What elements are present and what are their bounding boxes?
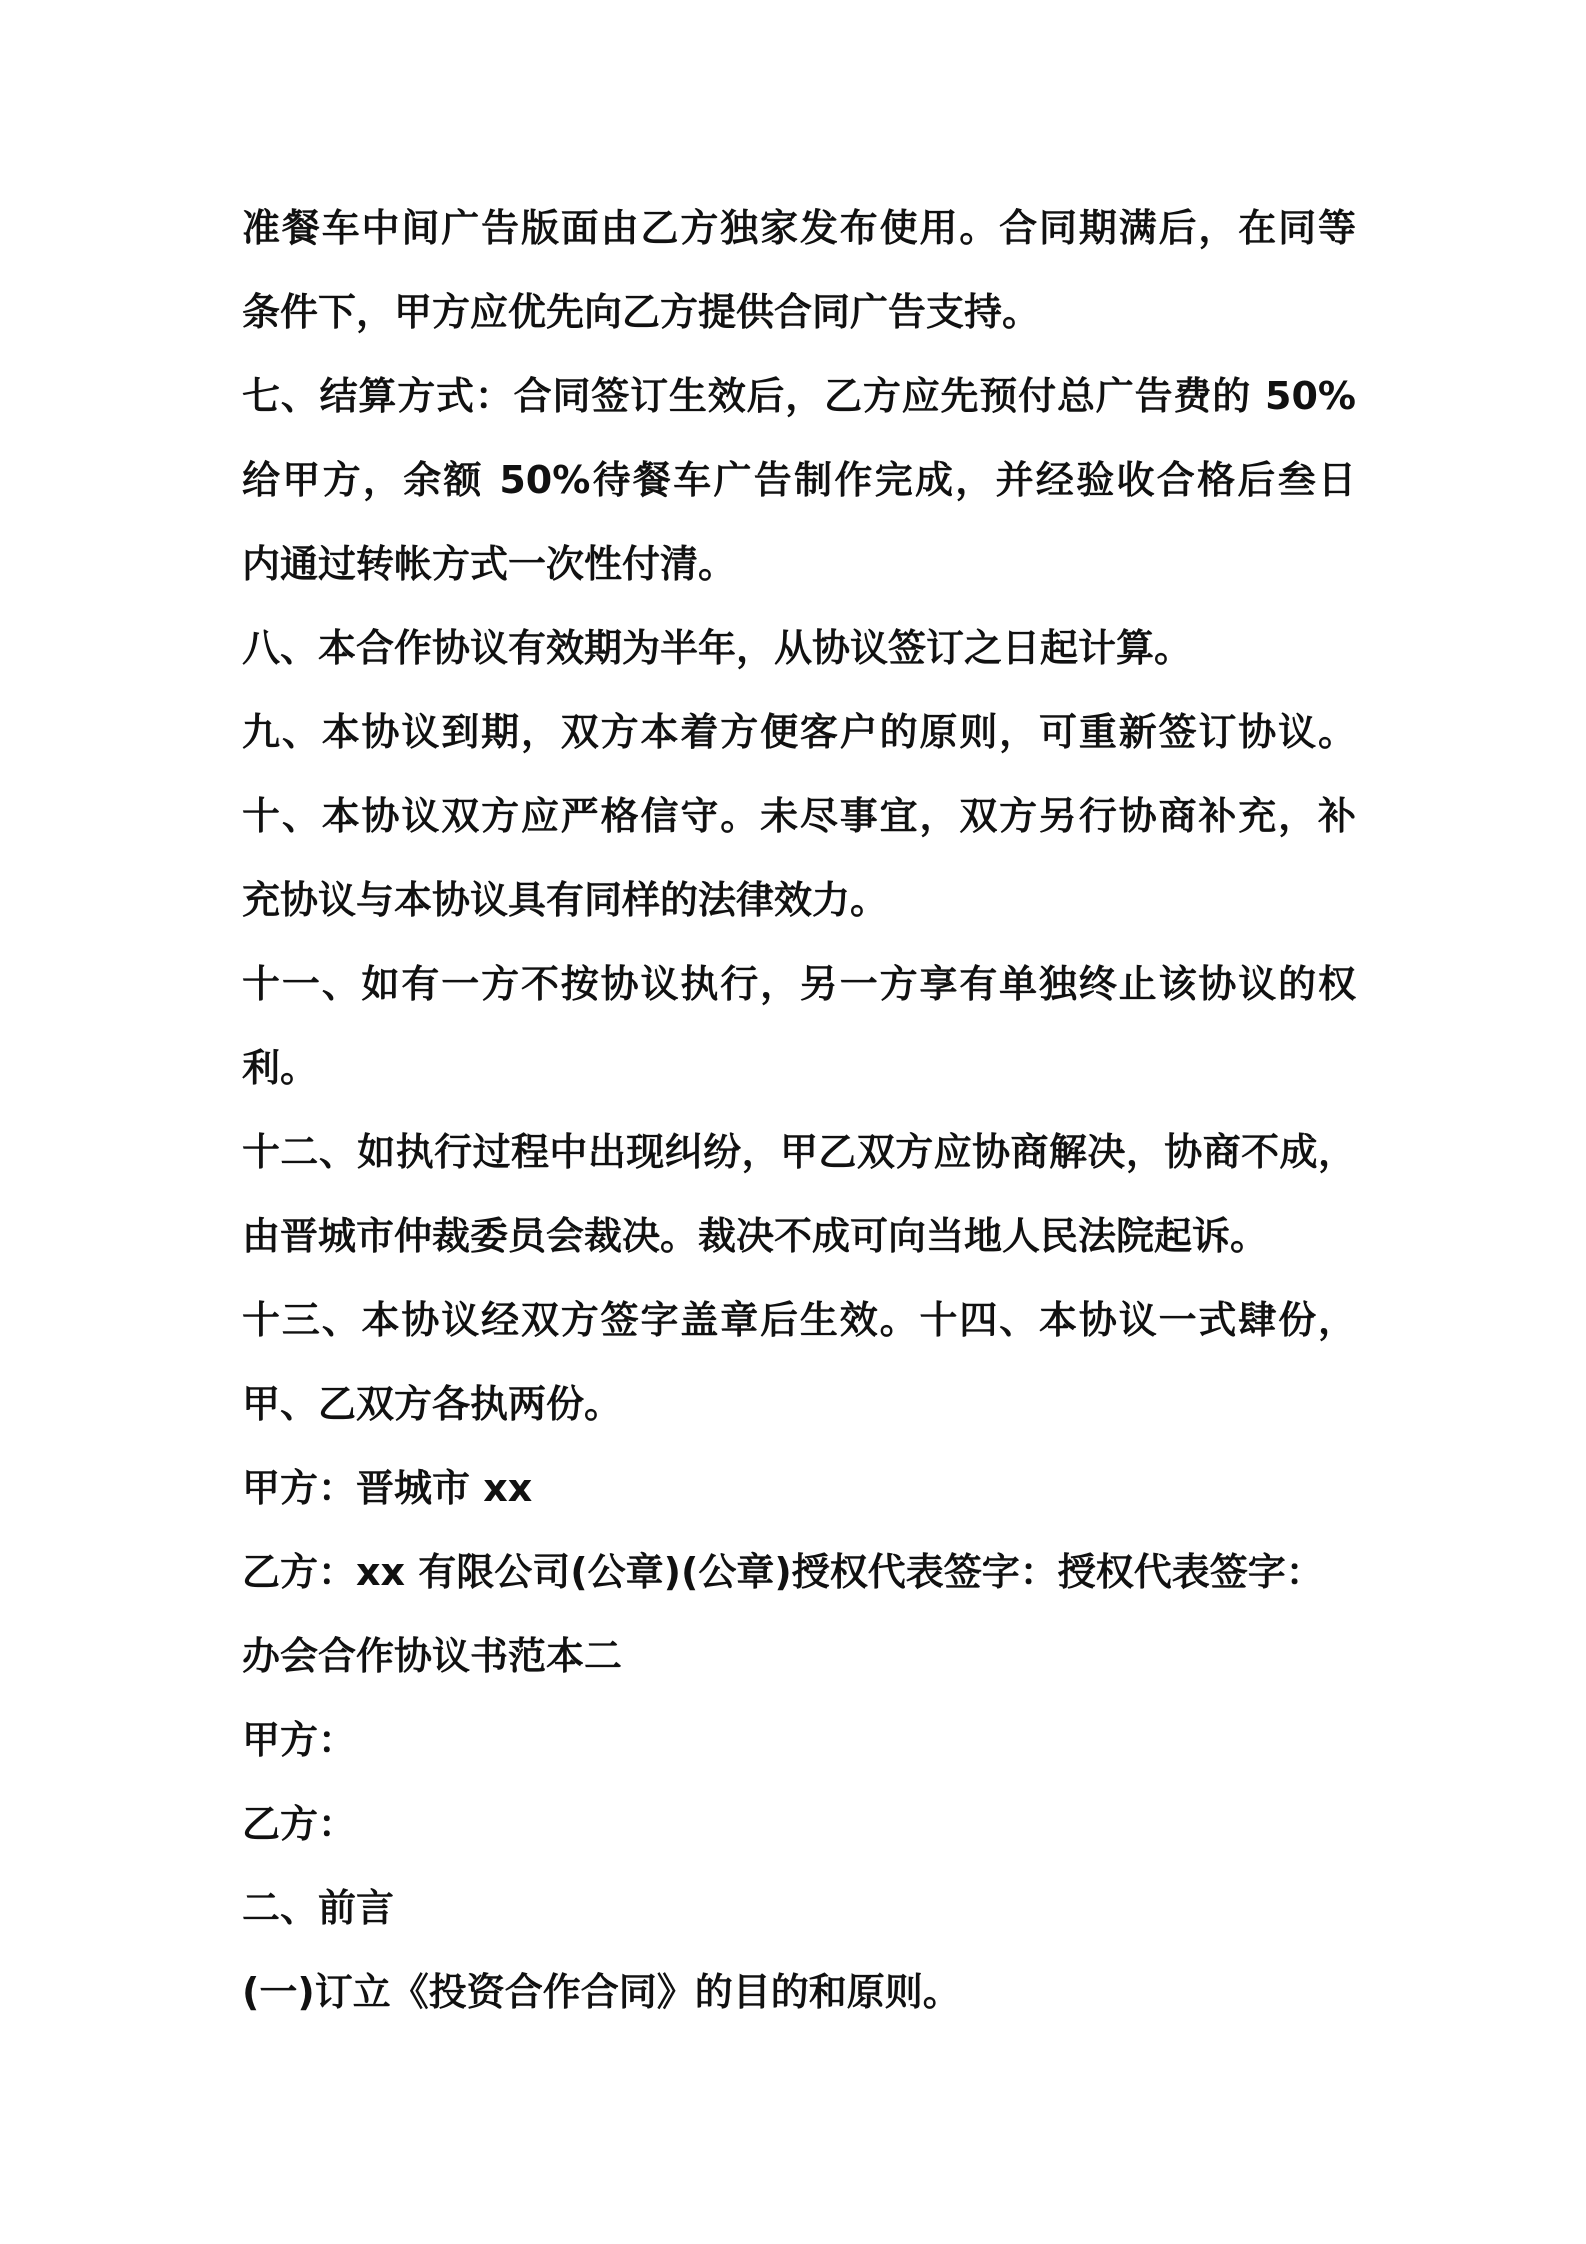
paragraph-expiry	[242, 690, 1356, 774]
paragraph-effectiveness	[242, 1278, 1356, 1446]
text-line: 由晋城市仲裁委员会裁决。裁决不成可向当地人民法院起诉。	[242, 1214, 1269, 1258]
party-b-label	[242, 1782, 1356, 1866]
text-line: 十一、如有一方不按协议执行，另一方享有单独终止该协议的权	[242, 962, 1356, 1006]
paragraph-contract-renewal	[242, 186, 1356, 354]
text-line: 八、本合作协议有效期为半年，从协议签订之日起计算。	[242, 626, 1193, 670]
party-a-signature	[242, 1446, 1356, 1530]
text-line: 条件下，甲方应优先向乙方提供合同广告支持。	[242, 290, 1041, 334]
text-line: 七、结算方式：合同签订生效后，乙方应先预付总广告费的 50%	[242, 374, 1356, 418]
text-line: 乙方：	[242, 1802, 357, 1846]
paragraph-termination	[242, 942, 1356, 1110]
text-line: 甲方：	[242, 1718, 357, 1762]
text-line: 甲、乙双方各执两份。	[242, 1382, 623, 1426]
text-line: 十三、本协议经双方签字盖章后生效。十四、本协议一式肆份，	[242, 1298, 1356, 1342]
paragraph-compliance	[242, 774, 1356, 942]
text-line: 十二、如执行过程中出现纠纷，甲乙双方应协商解决，协商不成，	[242, 1130, 1356, 1174]
section-title	[242, 1614, 1356, 1698]
text-line: 二、前言	[242, 1886, 395, 1930]
preface-heading	[242, 1866, 1356, 1950]
paragraph-settlement	[242, 354, 1356, 606]
text-line: 甲方：晋城市 xx	[242, 1466, 533, 1510]
text-line: 利。	[242, 1046, 319, 1090]
party-b-signature	[242, 1530, 1356, 1614]
text-line: (一)订立《投资合作合同》的目的和原则。	[242, 1970, 961, 2014]
text-line: 乙方：xx 有限公司(公章)(公章)授权代表签字：授权代表签字：	[242, 1550, 1324, 1594]
text-line: 九、本协议到期，双方本着方便客户的原则，可重新签订协议。	[242, 710, 1356, 754]
text-line: 给甲方，余额 50%待餐车广告制作完成，并经验收合格后叁日	[242, 458, 1356, 502]
purpose-heading	[242, 1950, 1356, 2034]
text-line: 十、本协议双方应严格信守。未尽事宜，双方另行协商补充，补	[242, 794, 1356, 838]
paragraph-validity	[242, 606, 1356, 690]
text-line: 内通过转帐方式一次性付清。	[242, 542, 737, 586]
text-line: 充协议与本协议具有同样的法律效力。	[242, 878, 889, 922]
document-body	[242, 186, 1356, 2034]
party-a-label	[242, 1698, 1356, 1782]
text-line: 办会合作协议书范本二	[242, 1634, 623, 1678]
text-line: 准餐车中间广告版面由乙方独家发布使用。合同期满后，在同等	[242, 206, 1356, 250]
paragraph-disputes	[242, 1110, 1356, 1278]
